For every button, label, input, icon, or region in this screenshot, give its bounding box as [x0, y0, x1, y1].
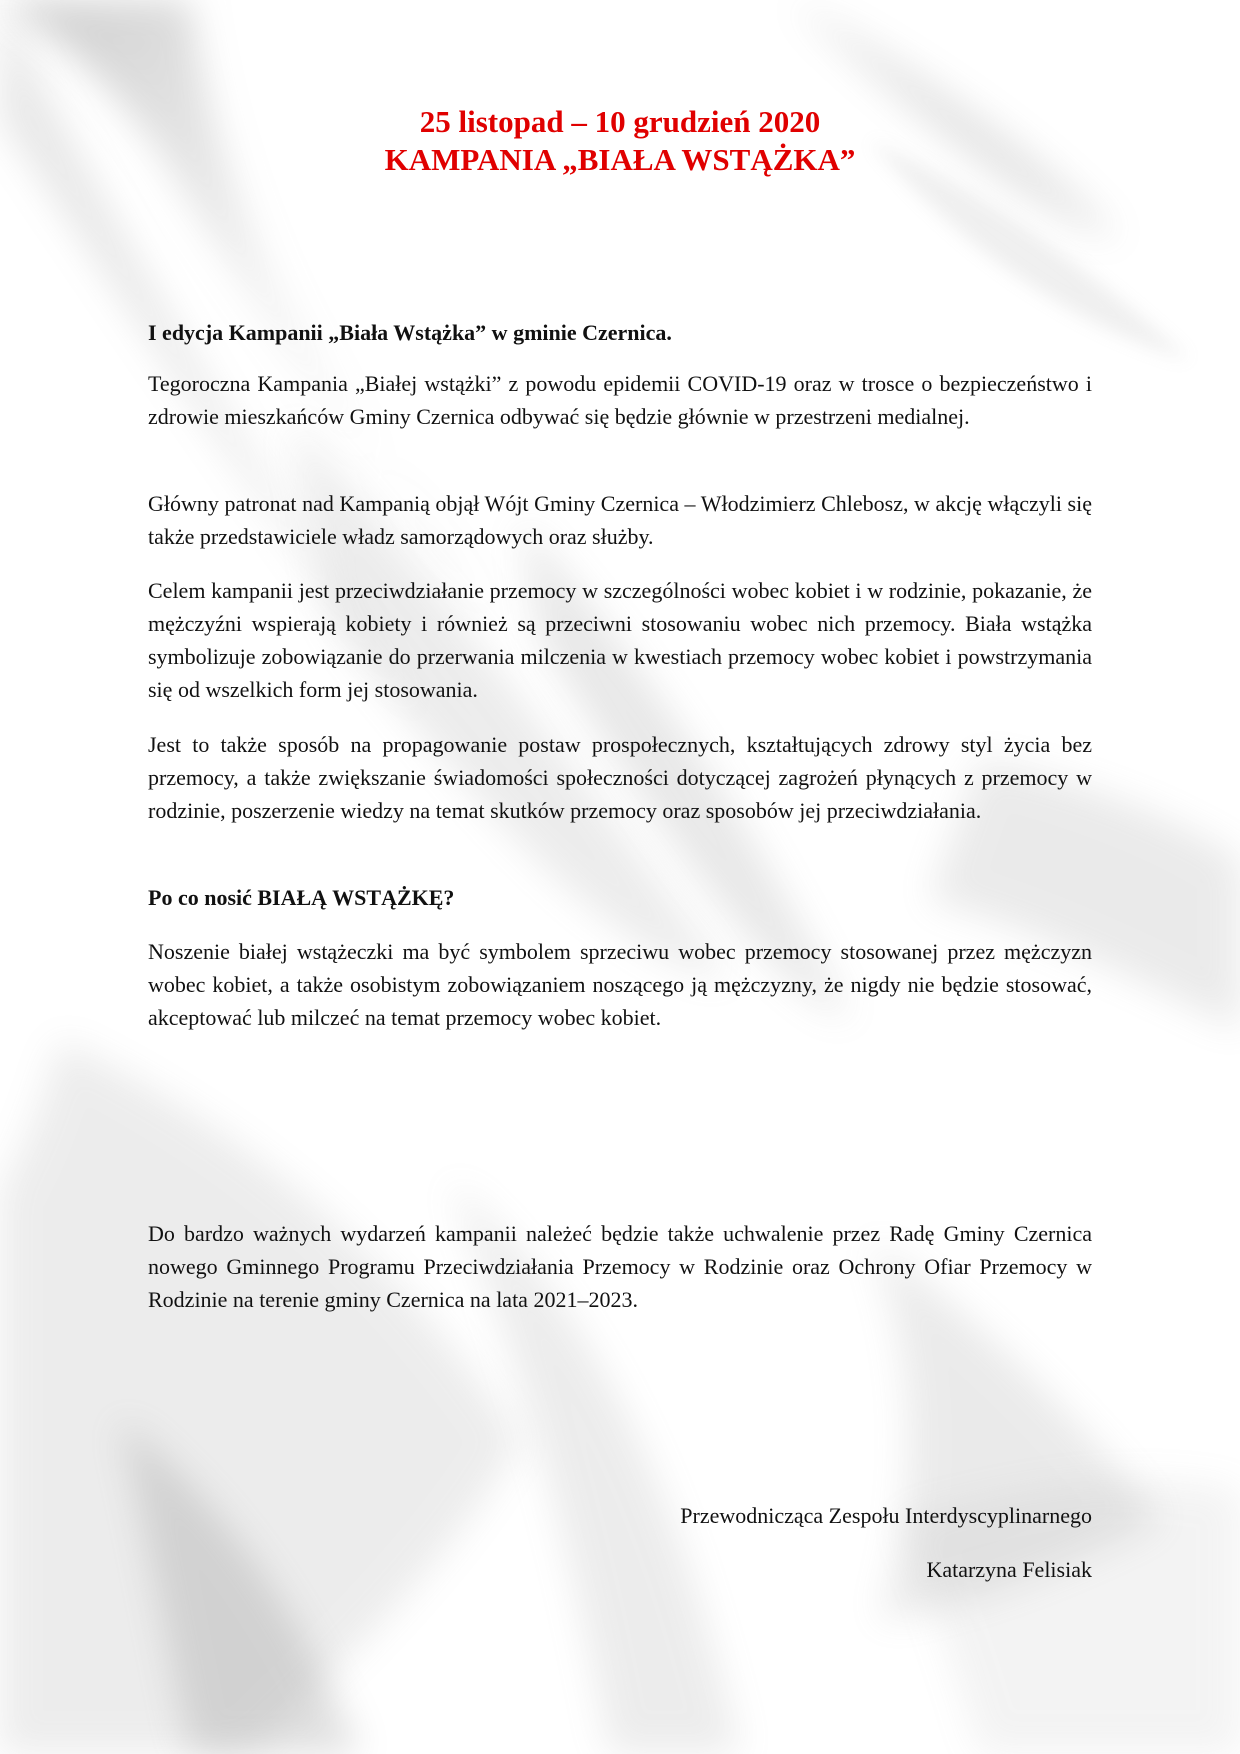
campaign-paragraph-4: Jest to także sposób na propagowanie postaw prospołecznych, kształtujących zdrowy styl życia bez przemocy, a także zwiększanie świadomości społeczności dotyczącej zagrożeń płynących z przemocy w rodzinie, poszerzenie wiedzy na temat skutków przemocy oraz sposobów jej przeciwdziałania. [148, 732, 1092, 823]
campaign-paragraph-6: Do bardzo ważnych wydarzeń kampanii należeć będzie także uchwalenie przez Radę Gminy Czernica nowego Gminnego Programu Przeciwdziałania Przemocy w Rodzinie oraz Ochrony Ofiar Przemocy w Rodzinie na terenie gminy Czernica na lata 2021–2023. [148, 1221, 1092, 1312]
campaign-paragraph-1: Tegoroczna Kampania „Białej wstążki” z powodu epidemii COVID-19 oraz w trosce o bezpieczeństwo i zdrowie mieszkańców Gminy Czernica odbywać się będzie głównie w przestrzeni medialnej. [148, 371, 1092, 429]
campaign-paragraph-2: Główny patronat nad Kampanią objął Wójt Gminy Czernica – Włodzimierz Chlebosz, w akcję włączyli się także przedstawiciele władz samorządowych oraz służby. [148, 491, 1092, 549]
campaign-name-title: KAMPANIA „BIAŁA WSTĄŻKA” [384, 142, 856, 177]
campaign-paragraph-5: Noszenie białej wstążeczki ma być symbolem sprzeciwu wobec przemocy stosowanej przez mężczyzn wobec kobiet, a także osobistym zobowiązaniem noszącego ją mężczyzny, że nigdy nie będzie stosować, akceptować lub milczeć na temat przemocy wobec kobiet. [148, 939, 1092, 1030]
campaign-paragraph-3: Celem kampanii jest przeciwdziałanie przemocy w szczególności wobec kobiet i w rodzinie, pokazanie, że mężczyźni wspierają kobiety i również są przeciwni stosowaniu wobec nich przemocy. Biała wstążka symbolizuje zobowiązanie do przerwania milczenia w kwestiach przemocy wobec kobiet i powstrzymania się od wszelkich form jej stosowania. [148, 578, 1092, 702]
campaign-edition-heading: I edycja Kampanii „Biała Wstążka” w gminie Czernica. [148, 320, 672, 345]
ribbon-question-heading: Po co nosić BIAŁĄ WSTĄŻKĘ? [148, 885, 455, 910]
campaign-date-title: 25 listopad – 10 grudzień 2020 [419, 104, 821, 139]
signature-role: Przewodnicząca Zespołu Interdyscyplinarnego [680, 1503, 1092, 1528]
signature-name: Katarzyna Felisiak [926, 1557, 1092, 1582]
